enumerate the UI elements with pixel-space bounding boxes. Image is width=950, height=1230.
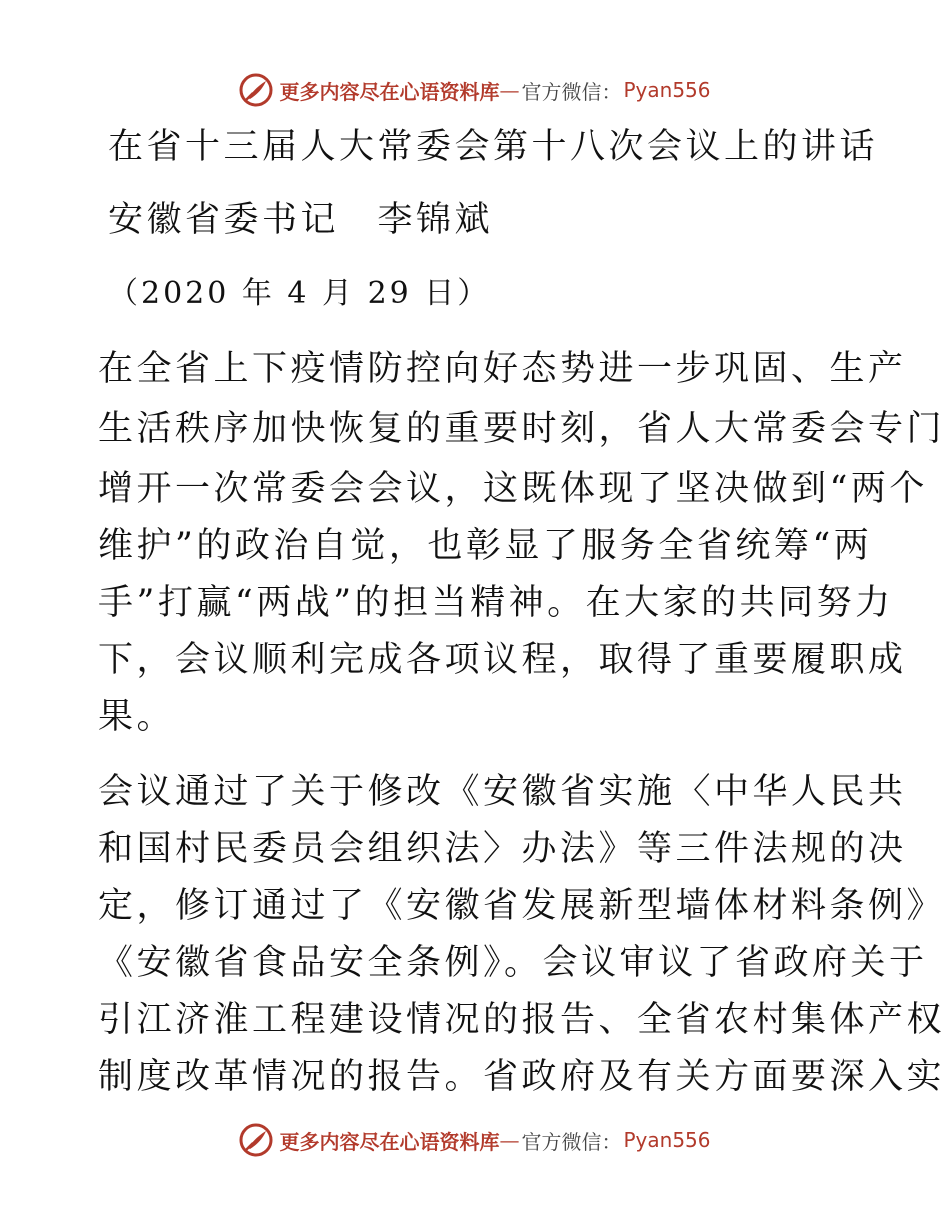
paragraph-line: 维护”的政治自觉，也彰显了服务全省统筹“两 bbox=[98, 526, 873, 566]
footer-watermark-banner bbox=[0, 1120, 950, 1160]
banner-wechat-label: 官方微信： bbox=[521, 1129, 622, 1154]
paragraph-line: 下，会议顺利完成各项议程，取得了重要履职成 bbox=[98, 640, 907, 680]
paragraph-line: 在全省上下疫情防控向好态势进一步巩固、生产 bbox=[98, 349, 907, 389]
paragraph-line: 生活秩序加快恢复的重要时刻，省人大常委会专门 bbox=[98, 409, 946, 449]
paragraph-line: 定，修订通过了《安徽省发展新型墙体材料条例》 bbox=[98, 886, 946, 926]
paragraph-line: 增开一次常委会会议，这既体现了坚决做到“两个 bbox=[98, 469, 928, 509]
paragraph-line: 引江济淮工程建设情况的报告、全省农村集体产权 bbox=[98, 1000, 946, 1040]
paragraph-line: 《安徽省食品安全条例》。会议审议了省政府关于 bbox=[98, 943, 928, 983]
paragraph-line: 和国村民委员会组织法〉办法》等三件法规的决 bbox=[98, 829, 907, 869]
paragraph-line: 手”打赢“两战”的担当精神。在大家的共同努力 bbox=[98, 583, 894, 623]
banner-dash: — bbox=[499, 78, 520, 102]
paragraph-line: 果。 bbox=[98, 697, 176, 737]
author-line: 安徽省委书记 李锦斌 bbox=[108, 200, 494, 240]
banner-wechat-id: Pyan556 bbox=[623, 1128, 711, 1152]
header-watermark-banner bbox=[0, 70, 950, 110]
banner-main-text: 更多内容尽在心语资料库 bbox=[279, 1129, 500, 1154]
banner-wechat-id: Pyan556 bbox=[623, 78, 711, 102]
banner-wechat-label: 官方微信： bbox=[521, 79, 622, 104]
paragraph-line: 会议通过了关于修改《安徽省实施〈中华人民共 bbox=[98, 772, 907, 812]
banner-dash: — bbox=[499, 1128, 520, 1152]
document-title: 在省十三届人大常委会第十八次会议上的讲话 bbox=[108, 127, 879, 167]
red-feather-circle-icon bbox=[239, 1123, 273, 1157]
paragraph-line: 制度改革情况的报告。省政府及有关方面要深入实 bbox=[98, 1057, 946, 1097]
red-feather-circle-icon bbox=[239, 73, 273, 107]
date-line: （2020 年 4 月 29 日） bbox=[108, 276, 491, 311]
banner-main-text: 更多内容尽在心语资料库 bbox=[279, 79, 500, 104]
